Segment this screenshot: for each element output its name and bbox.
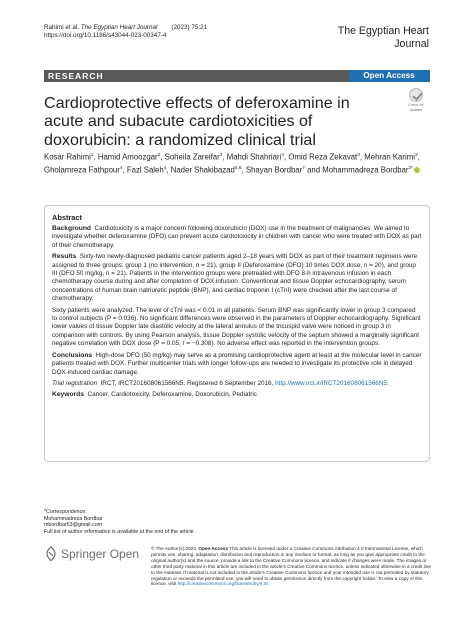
conclusions-text: High-dose DFO (50 mg/kg) may serve as a promising cardioprotective agent at least at the molecular level in cancer patients treated with DOX. Further multicenter trials with longer follow-ups are needed to investigate its protective role in delayed DOX-induced cardiac damage. — [52, 351, 422, 376]
journal-name — [309, 25, 429, 50]
author-separator: , — [359, 152, 365, 162]
author-name[interactable]: Mahdi Shahriari — [226, 152, 282, 162]
abstract-heading: Abstract — [52, 213, 82, 222]
check-for-updates-line2: updates — [409, 108, 423, 113]
orcid-icon[interactable] — [414, 167, 420, 173]
background-text: Cardiotoxicity is a major concern following doxorubicin (DOX) use in the treatment of malignancies. We aimed to investigate whether deferoxamine (DFO) can prevent acute cardiotoxicity in children with cancer who were treated with DOX as part of their chemotherapy. — [52, 225, 422, 249]
author-separator: and — [304, 165, 323, 175]
author-separator: , — [283, 152, 289, 162]
author-name[interactable]: Mohammadreza Bordbar — [322, 165, 409, 175]
author-list — [44, 150, 434, 176]
author-info-note: Full list of author information is available at the end of the article — [44, 528, 194, 535]
author-name[interactable]: Kosar Rahimi — [44, 152, 91, 162]
author-separator: , — [417, 152, 420, 162]
journal-name-line2: Journal — [394, 37, 429, 50]
doi-link[interactable]: https://doi.org/10.1186/s43044-023-00347-4 — [44, 32, 167, 40]
author-name[interactable]: Hamid Amoozgar — [97, 152, 158, 162]
license-text — [151, 546, 431, 587]
author-affiliation: 2 — [157, 153, 161, 158]
springer-open-logo — [44, 545, 154, 565]
trial-registration-text: IRCT, IRCT201608061566N5. Registered 6 September 2016, — [100, 379, 274, 387]
keywords-label: Keywords — [52, 391, 84, 399]
abstract-box — [44, 205, 430, 462]
author-name[interactable]: Soheila Zareifar — [164, 152, 220, 162]
article-title: Cardioprotective effects of deferoxamine in acute and subacute cardiotoxicities of doxorubicin: a randomized clinical trial — [44, 94, 350, 149]
license-lead: © The Author(s) 2023. — [151, 546, 198, 551]
publisher-name: Springer Open — [61, 547, 140, 561]
abstract-results — [52, 253, 422, 303]
abstract-trial-registration — [52, 380, 422, 388]
author-separator: , — [166, 165, 171, 175]
trial-registration-label: Trial registration — [52, 379, 98, 387]
trial-registration-link[interactable]: http://www.irct.ir/IRCT201608061566N5 — [275, 379, 387, 387]
results-text-1: Sixty-two newly-diagnosed pediatric cancer patients aged 2–18 years with DOX as part of their treatment regimens were assigned to three groups: group 1 (no intervention, n = 21), group II (Deferoxamine (DFO) 10 times DOX dose, n = 20), and group III (DFO 50 mg/kg, n = 21). Patients in the intervention groups were pretreated with DFO 8-h intravenous infusion in each chemotherapy course during and after completion of DOX infusion. Conventional and tissue Doppler echocardiography, serum concentrations of human brain natriuretic peptide (BNP), and cardiac troponin I (cTnI) were checked after the last course of chemotherapy. — [52, 253, 418, 303]
correspondence-label: *Correspondence: — [44, 509, 87, 515]
author-affiliation: 4 — [119, 166, 123, 172]
author-name[interactable]: Mehran Karimi — [364, 152, 415, 162]
citation-authors: Rahimi et al. — [44, 24, 79, 31]
author-affiliation: 3* — [408, 166, 414, 172]
author-name[interactable]: Fazl Saleh — [126, 165, 164, 175]
license-link[interactable]: http://creativecommons.org/licenses/by/4.0/ — [177, 581, 268, 587]
check-for-updates-line1: Check for — [408, 103, 424, 107]
author-separator: , — [222, 152, 227, 162]
results-label: Results — [52, 253, 77, 261]
author-separator: , — [93, 152, 98, 162]
author-affiliation: 7 — [302, 166, 305, 172]
correspondence-name: Mohammadreza Bordbar — [44, 515, 103, 522]
author-affiliation: 3 — [414, 153, 418, 158]
abstract-conclusions — [52, 352, 422, 377]
open-access-badge: Open Access — [349, 70, 429, 82]
trial-registration-end: . — [386, 379, 389, 387]
background-label: Background — [52, 225, 92, 232]
keywords-text: Cancer, Cardiotoxicity, Deferoxamine, Doxorubicin, Pediatric — [87, 391, 257, 399]
abstract-background — [52, 225, 422, 250]
author-name[interactable]: Omid Reza Zekavat — [288, 152, 358, 162]
author-separator: , — [160, 152, 165, 162]
correspondence-block — [44, 509, 194, 535]
springer-open-icon — [44, 546, 58, 562]
correspondence-email[interactable]: mbordbar53@gmail.com — [44, 522, 103, 529]
author-affiliation: 3 — [357, 153, 360, 158]
author-name[interactable]: Shayan Bordbar — [245, 165, 303, 175]
results-text-2: Sixty patients were analyzed. The level of cTnI was < 0.01 in all patients. Serum BNP was significantly lower in group 3 compared to control subjects (P = 0.036). No significant differences were observed in the parameters of Doppler echocardiography. Significant lower values of tissue Doppler late diastolic velocity at the lateral annulus of the tricuspid valve were noticed in group 3 in comparison with controls. By using Pearson analysis, tissue Doppler systolic velocity of the septum showed a marginally significant negative correlation with DOX dose (P = 0.05, r = −0.308). No adverse effect was reported in the intervention groups. — [52, 306, 421, 348]
check-for-updates-icon — [409, 88, 423, 102]
author-affiliation: 4 — [281, 153, 284, 158]
author-affiliation: 4 — [163, 166, 167, 172]
author-separator: , — [122, 165, 127, 175]
author-separator: , — [241, 165, 246, 175]
conclusions-label: Conclusions — [52, 351, 93, 359]
author-name[interactable]: Gholamreza Fathpour — [44, 165, 120, 175]
check-for-updates-button[interactable] — [403, 88, 429, 116]
license-open-access: Open Access — [198, 546, 228, 551]
abstract-keywords — [52, 391, 422, 399]
article-type-label: RESEARCH — [48, 71, 104, 81]
citation-line — [44, 24, 207, 32]
abstract-results-2 — [52, 307, 422, 349]
journal-abbrev: The Egyptian Heart Journal — [80, 24, 158, 31]
author-affiliation: 3 — [219, 153, 223, 158]
author-affiliation: 5,6 — [234, 166, 242, 172]
author-name[interactable]: Nader Shakibazad — [170, 165, 235, 175]
journal-name-line1: The Egyptian Heart — [337, 25, 429, 37]
license-end: . — [267, 581, 270, 587]
license-body: This article is licensed under a Creative Commons Attribution 4.0 International License, which permits use, sharing, adaptation, distribution and reproduction in any medium or format, as long as you give appropriate credit to the original author(s) and the source, provide a link to the Creative Commons licence, and indicate if changes were made. The images or other third party material in this article are included in the article's Creative Commons licence, unless indicated otherwise in a credit line to the material. If material is not included in the article's Creative Commons licence and your intended use is not permitted by statutory regulation or exceeds the permitted use, you will need to obtain permission directly from the copyright holder. To view a copy of this licence, visit — [151, 546, 431, 587]
year-volume: (2023) 75:21 — [171, 24, 208, 31]
author-affiliation: 1 — [90, 153, 94, 158]
running-header — [44, 24, 207, 40]
